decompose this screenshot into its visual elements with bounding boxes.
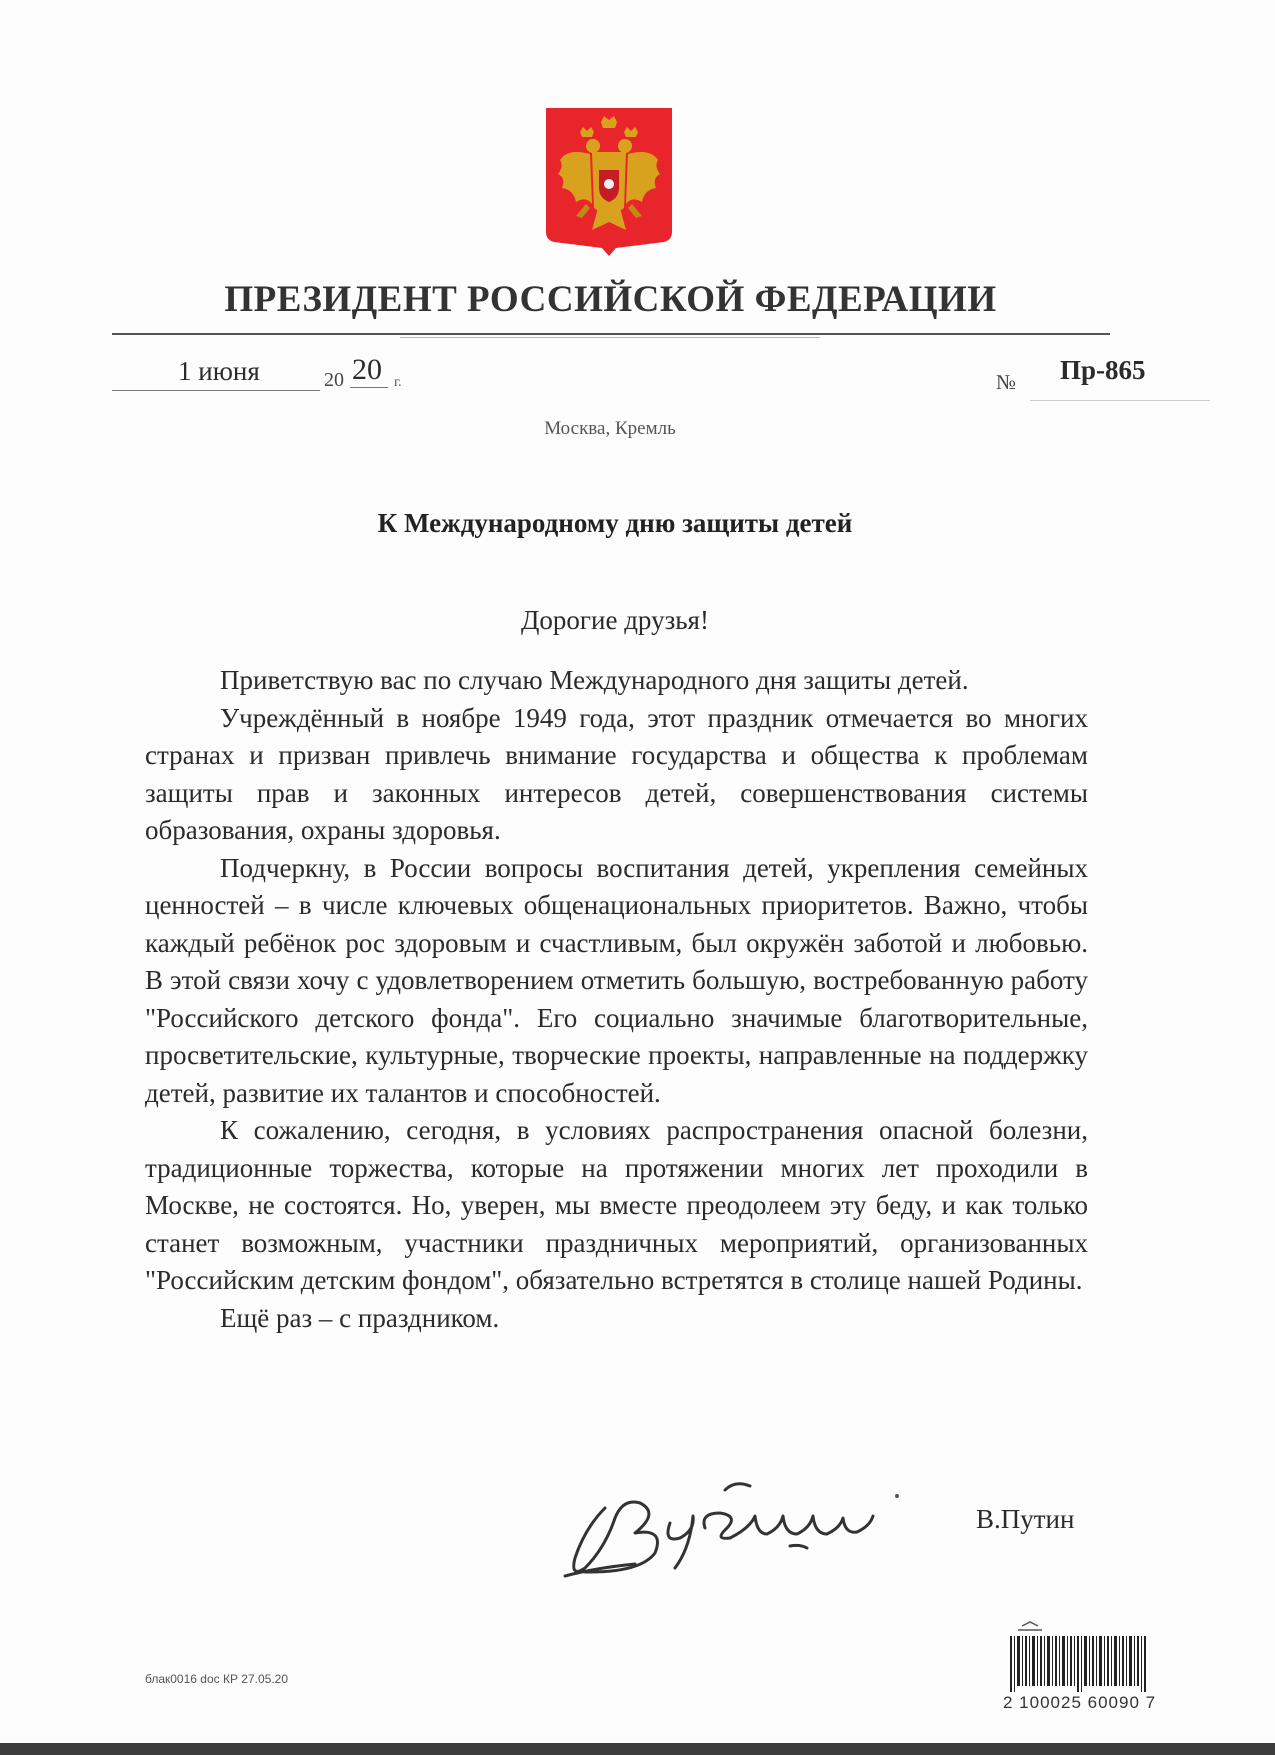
document-number: Пр-865 xyxy=(1060,355,1146,385)
document-title: К Международному дню защиты детей xyxy=(377,508,853,538)
header-divider xyxy=(112,333,1110,335)
body-paragraph: К сожалению, сегодня, в условиях распространения опасной болезни, традиционные торжества, которые на протяжении многих лет проходили в Москве, не состоятся. Но, уверен, мы вместе преодолеем эту беду, и как только станет возможным, участники праздничных мероприятий, организованных "Российским детским фондом", обязательно встретятся в столице нашей Родины. xyxy=(145,1115,1088,1295)
date-year: 20 xyxy=(352,353,382,386)
barcode-icon xyxy=(1008,1620,1158,1698)
date-suffix: г. xyxy=(394,375,402,390)
header-title: ПРЕЗИДЕНТ РОССИЙСКОЙ ФЕДЕРАЦИИ xyxy=(224,279,997,320)
date-century: 20 xyxy=(324,369,344,391)
number-label: № xyxy=(996,370,1017,394)
handwritten-signature xyxy=(545,1468,925,1588)
header-divider-secondary xyxy=(400,337,820,338)
form-code: блак0016 doc КР 27.05.20 xyxy=(145,1672,289,1686)
barcode-number: 2 100025 60090 7 xyxy=(1003,1693,1157,1712)
date-day: 1 июня xyxy=(178,356,260,386)
salutation: Дорогие друзья! xyxy=(521,605,709,635)
scan-bottom-edge xyxy=(0,1743,1275,1755)
number-underline xyxy=(1030,400,1210,401)
body-paragraph: Учреждённый в ноябре 1949 года, этот праздник отмечается во многих странах и призван привлечь внимание государства и общества к проблемам защиты прав и законных интересов детей, совершенствования системы образования, охраны здоровья. xyxy=(145,702,1088,845)
date-underline xyxy=(112,390,320,391)
body-paragraph: Приветствую вас по случаю Международного дня защиты детей. xyxy=(220,665,969,695)
body-paragraph: Ещё раз – с праздником. xyxy=(220,1302,500,1333)
date-year-underline xyxy=(350,387,388,388)
coat-of-arms-icon xyxy=(546,108,672,256)
signer-name: В.Путин xyxy=(976,1504,1075,1534)
document-body xyxy=(145,662,1088,1337)
place-of-issue: Москва, Кремль xyxy=(544,418,676,439)
body-paragraph: Подчеркну, в России вопросы воспитания детей, укрепления семейных ценностей – в числе ключевых общенациональных приоритетов. Важно, чтобы каждый ребёнок рос здоровым и счастливым, был окружён заботой и любовью. В этой связи хочу с удовлетворением отметить большую, востребованную работу "Российского детского фонда". Его социально значимые благотворительные, просветительские, культурные, творческие проекты, направленные на поддержку детей, развитие их талантов и способностей. xyxy=(145,852,1088,1108)
